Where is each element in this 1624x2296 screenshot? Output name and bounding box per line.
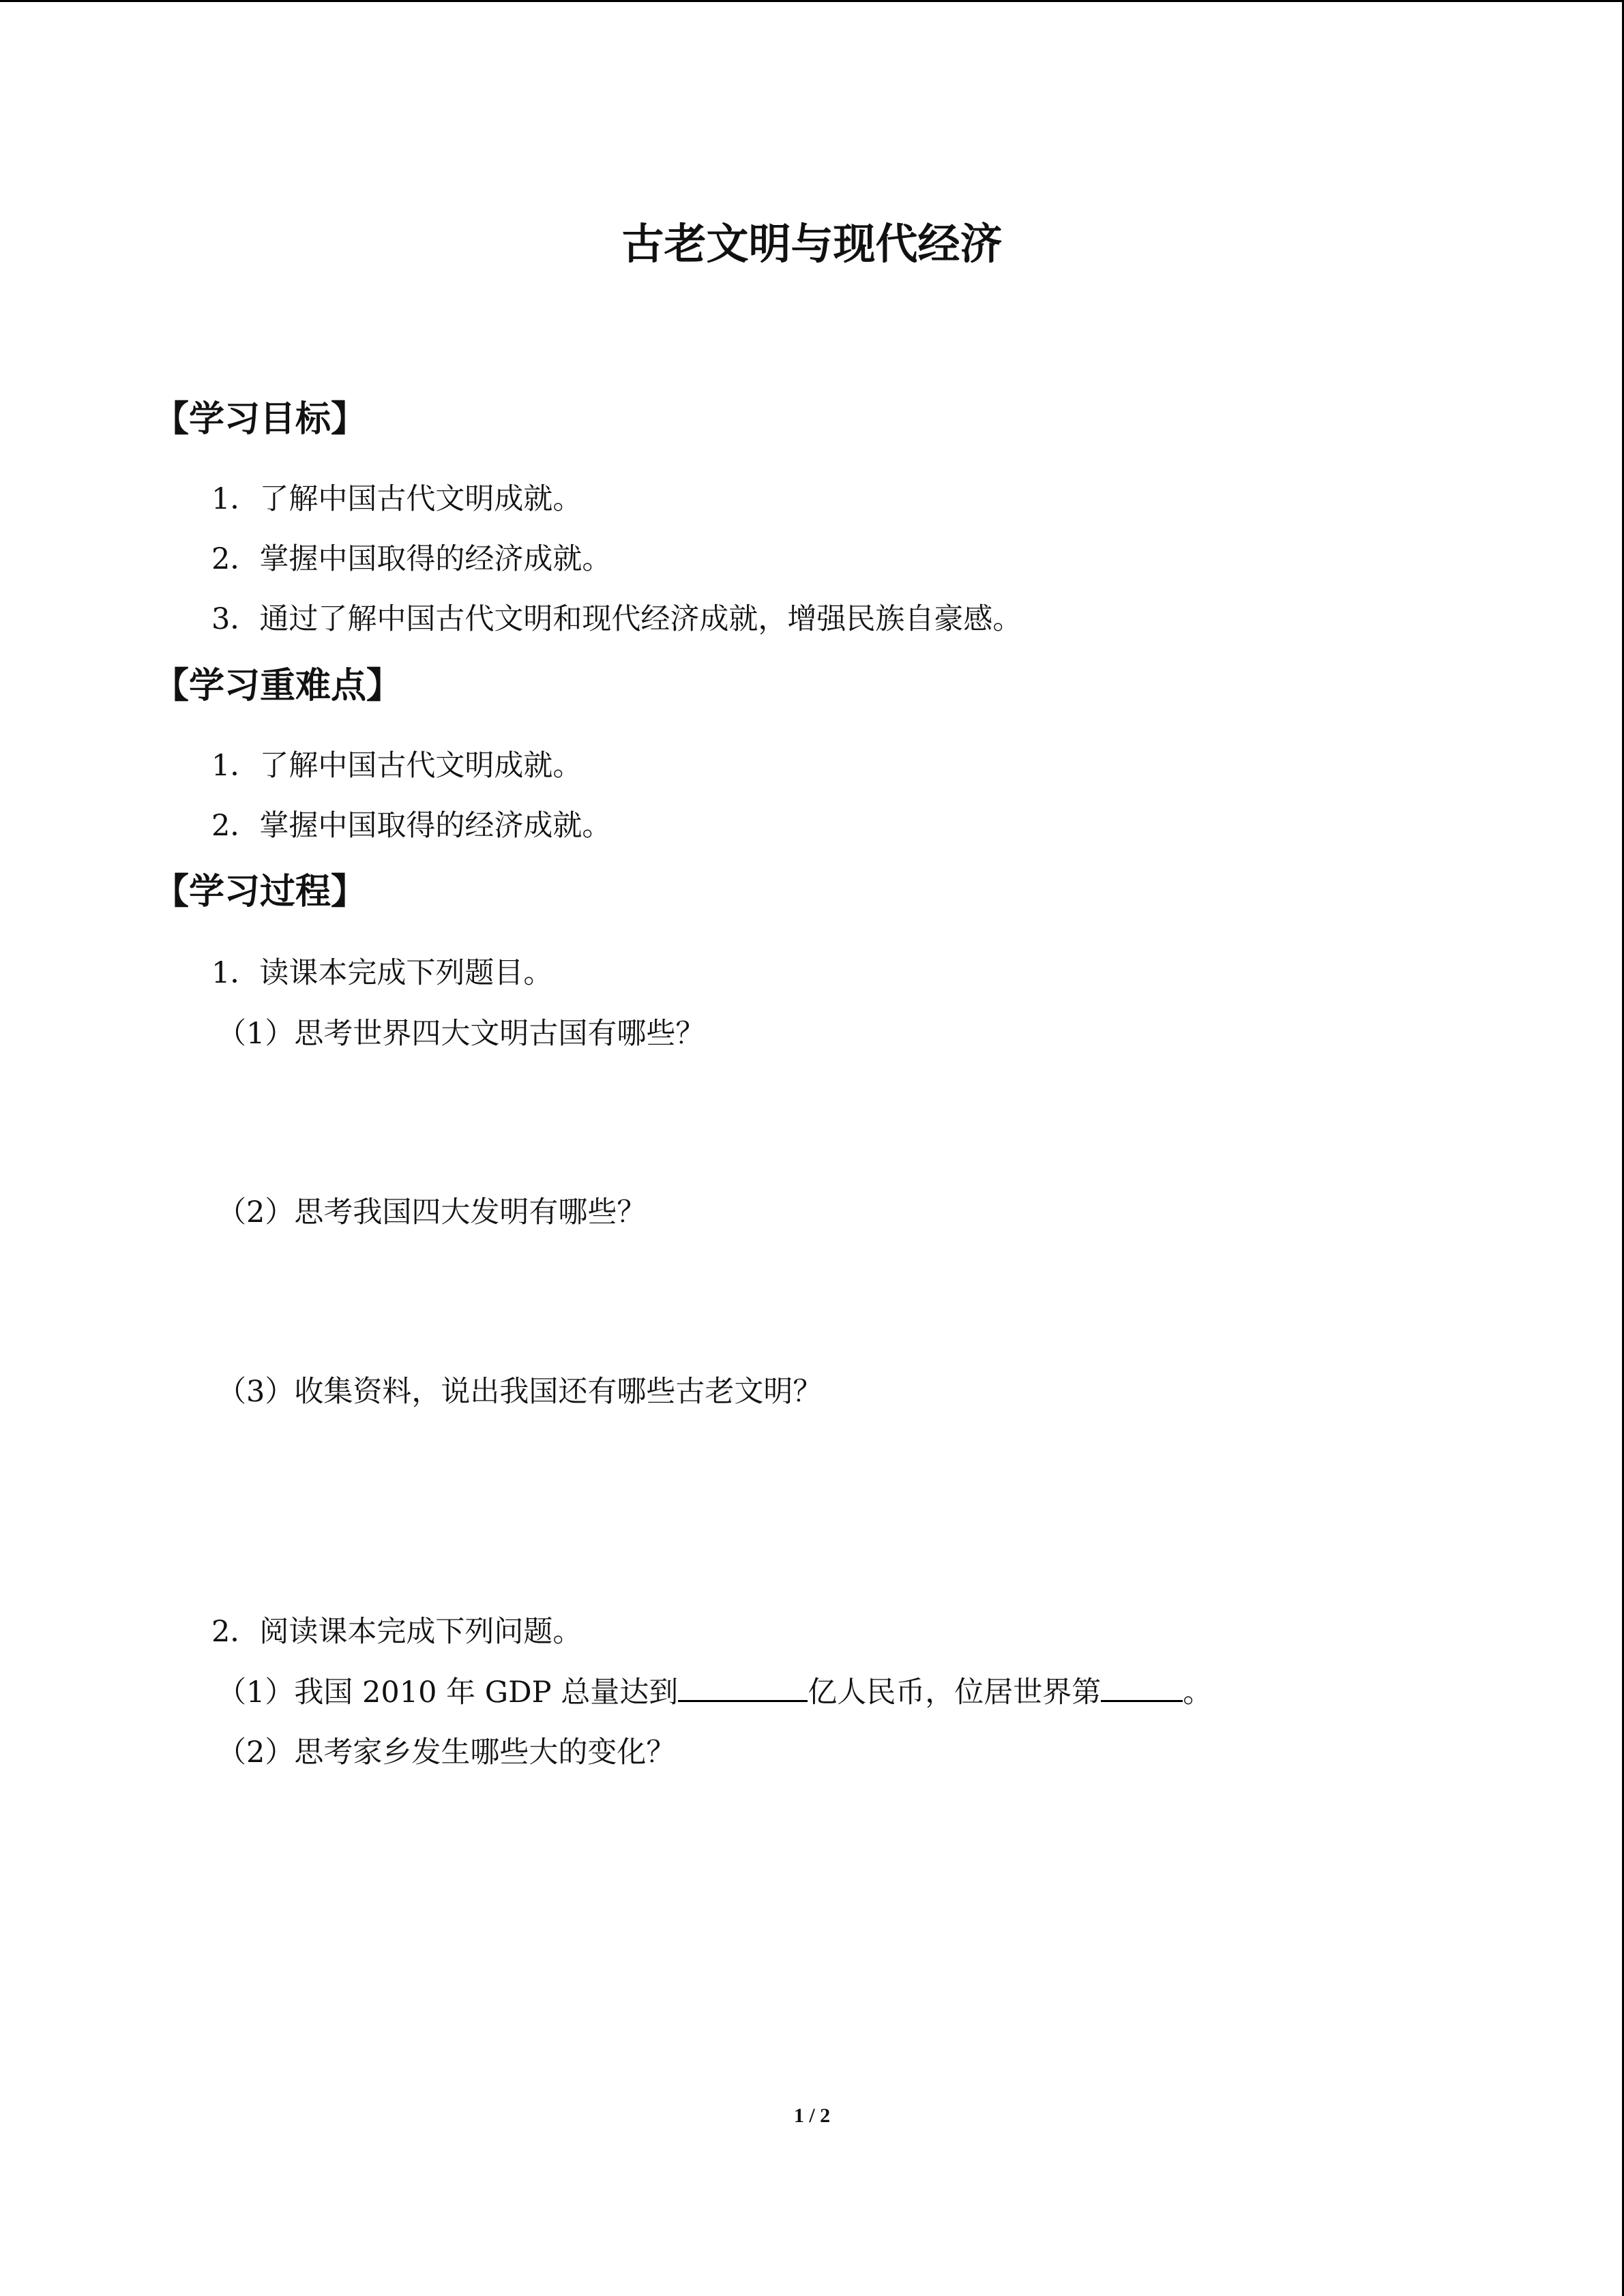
question-gdp <box>217 1669 1212 1711</box>
rank-answer-blank[interactable] <box>1101 1670 1183 1702</box>
process-part-1-label: 1．读课本完成下列题目。 <box>211 956 553 990</box>
process-part-2-label: 2．阅读课本完成下列问题。 <box>211 1615 582 1649</box>
question-four-inventions: （2）思考我国四大发明有哪些？ <box>217 1195 647 1229</box>
heading-learning-process: 【学习过程】 <box>153 871 367 912</box>
key-point-item: 1．了解中国古代文明成就。 <box>211 749 582 783</box>
goal-item: 2．掌握中国取得的经济成就。 <box>211 542 612 576</box>
gdp-answer-blank[interactable] <box>678 1670 808 1702</box>
question-gdp-suffix: 。 <box>1183 1675 1213 1710</box>
goal-item: 1．了解中国古代文明成就。 <box>211 482 582 516</box>
goal-item: 3．通过了解中国古代文明和现代经济成就，增强民族自豪感。 <box>211 602 1022 636</box>
heading-key-points: 【学习重难点】 <box>153 666 402 706</box>
question-hometown-changes: （2）思考家乡发生哪些大的变化？ <box>217 1735 676 1770</box>
question-four-civilizations: （1）思考世界四大文明古国有哪些？ <box>217 1017 705 1051</box>
page-number: 1 / 2 <box>793 2104 831 2127</box>
question-gdp-middle: 亿人民币，位居世界第 <box>808 1675 1102 1710</box>
heading-learning-goals: 【学习目标】 <box>153 399 367 440</box>
question-other-civilizations: （3）收集资料，说出我国还有哪些古老文明？ <box>217 1375 823 1409</box>
key-point-item: 2．掌握中国取得的经济成就。 <box>211 809 612 843</box>
page-title: 古老文明与现代经济 <box>621 219 1003 269</box>
question-gdp-prefix: （1）我国 2010 年 GDP 总量达到 <box>217 1675 679 1710</box>
